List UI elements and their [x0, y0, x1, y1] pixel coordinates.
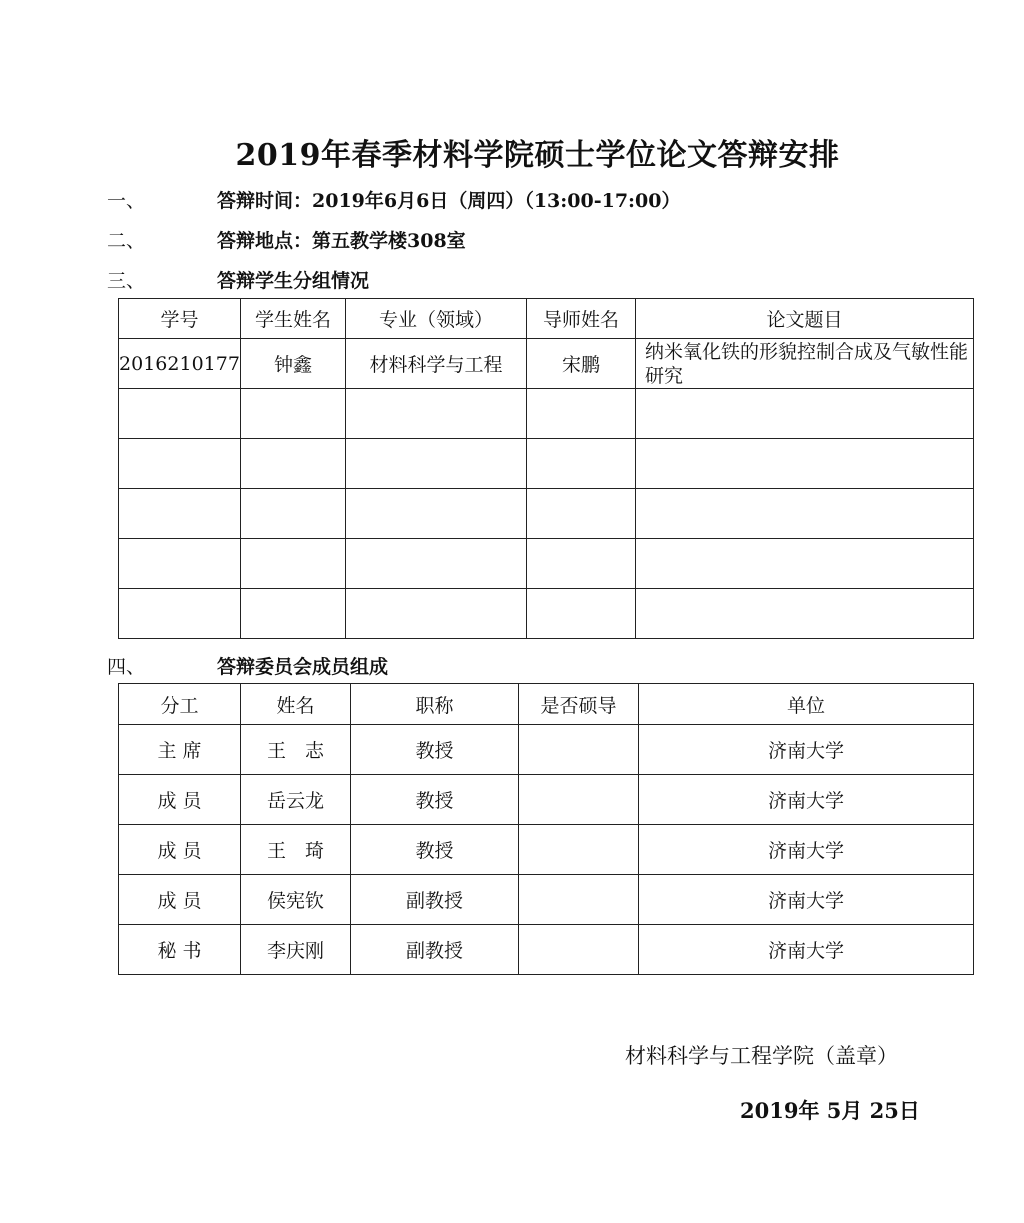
header-cell: 单位 [639, 684, 974, 725]
affiliation-cell: 济南大学 [639, 875, 974, 925]
advisor-cell: 宋鹏 [527, 339, 636, 389]
header-cell: 分工 [119, 684, 241, 725]
thesis-topic-cell [636, 389, 974, 439]
major-cell [346, 539, 527, 589]
section-location [107, 226, 466, 253]
header-cell: 职称 [351, 684, 519, 725]
advisor-cell [527, 589, 636, 639]
title-cell: 副教授 [351, 875, 519, 925]
student-id-cell [119, 439, 241, 489]
header-cell: 是否硕导 [519, 684, 639, 725]
section-number: 三、 [107, 270, 146, 292]
table-row [119, 589, 974, 639]
header-cell: 专业（领域） [346, 299, 527, 339]
section-text: 答辩时间：2019年6月6日（周四）（13:00-17:00） [217, 190, 681, 212]
member-name-cell: 侯宪钦 [241, 875, 351, 925]
table-row [119, 775, 974, 825]
supervisor-flag-cell [519, 925, 639, 975]
table-header-row [119, 299, 974, 339]
thesis-topic-cell: 纳米氧化铁的形貌控制合成及气敏性能研究 [636, 339, 974, 389]
supervisor-flag-cell [519, 775, 639, 825]
title-cell: 教授 [351, 725, 519, 775]
affiliation-cell: 济南大学 [639, 775, 974, 825]
section-students [107, 266, 369, 293]
advisor-cell [527, 539, 636, 589]
role-cell: 成 员 [119, 875, 241, 925]
section-text: 答辩委员会成员组成 [217, 656, 389, 678]
supervisor-flag-cell [519, 825, 639, 875]
table-row [119, 725, 974, 775]
affiliation-cell: 济南大学 [639, 725, 974, 775]
student-id-cell: 2016210177 [119, 339, 241, 389]
major-cell [346, 389, 527, 439]
member-name-cell: 岳云龙 [241, 775, 351, 825]
student-name-cell: 钟鑫 [241, 339, 346, 389]
affiliation-cell: 济南大学 [639, 925, 974, 975]
student-id-cell [119, 389, 241, 439]
section-number: 一、 [107, 190, 146, 212]
header-cell: 学号 [119, 299, 241, 339]
supervisor-flag-cell [519, 875, 639, 925]
header-cell: 导师姓名 [527, 299, 636, 339]
advisor-cell [527, 489, 636, 539]
member-name-cell: 王 志 [241, 725, 351, 775]
table-row [119, 875, 974, 925]
table-row [119, 439, 974, 489]
header-cell: 姓名 [241, 684, 351, 725]
role-cell: 成 员 [119, 775, 241, 825]
students-table [118, 298, 974, 639]
student-id-cell [119, 589, 241, 639]
role-cell: 成 员 [119, 825, 241, 875]
student-name-cell [241, 439, 346, 489]
issuer-stamp-line: 材料科学与工程学院（盖章） [625, 1044, 898, 1068]
committee-table [118, 683, 974, 975]
header-cell: 学生姓名 [241, 299, 346, 339]
section-number: 二、 [107, 230, 146, 252]
advisor-cell [527, 439, 636, 489]
member-name-cell: 李庆刚 [241, 925, 351, 975]
section-text: 答辩学生分组情况 [217, 270, 370, 292]
header-cell: 论文题目 [636, 299, 974, 339]
section-number: 四、 [107, 656, 146, 678]
student-name-cell [241, 539, 346, 589]
title-cell: 副教授 [351, 925, 519, 975]
table-row [119, 339, 974, 389]
table-row [119, 489, 974, 539]
major-cell [346, 489, 527, 539]
student-id-cell [119, 539, 241, 589]
section-committee [107, 652, 388, 679]
thesis-topic-cell [636, 489, 974, 539]
table-row [119, 539, 974, 589]
table-header-row [119, 684, 974, 725]
role-cell: 主 席 [119, 725, 241, 775]
table-row [119, 389, 974, 439]
issue-date: 2019年 5月 25日 [740, 1098, 920, 1123]
table-row [119, 925, 974, 975]
page-title: 2019年春季材料学院硕士学位论文答辩安排 [235, 138, 840, 173]
major-cell [346, 589, 527, 639]
student-id-cell [119, 489, 241, 539]
member-name-cell: 王 琦 [241, 825, 351, 875]
title-cell: 教授 [351, 825, 519, 875]
section-text: 答辩地点：第五教学楼308室 [217, 230, 466, 252]
table-row [119, 825, 974, 875]
section-time [107, 186, 681, 213]
affiliation-cell: 济南大学 [639, 825, 974, 875]
major-cell [346, 439, 527, 489]
student-name-cell [241, 589, 346, 639]
title-cell: 教授 [351, 775, 519, 825]
supervisor-flag-cell [519, 725, 639, 775]
student-name-cell [241, 389, 346, 439]
student-name-cell [241, 489, 346, 539]
thesis-topic-cell [636, 439, 974, 489]
thesis-topic-cell [636, 589, 974, 639]
thesis-topic-cell [636, 539, 974, 589]
advisor-cell [527, 389, 636, 439]
major-cell: 材料科学与工程 [346, 339, 527, 389]
role-cell: 秘 书 [119, 925, 241, 975]
